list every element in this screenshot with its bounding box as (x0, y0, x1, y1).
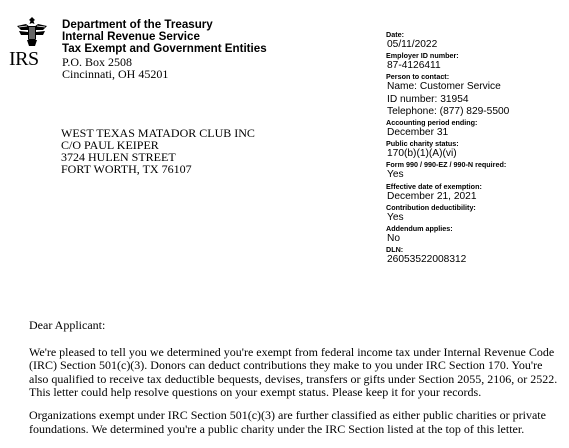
info-charity-status (386, 139, 509, 160)
recipient-line: WEST TEXAS MATADOR CLUB INC (61, 126, 255, 140)
info-contact (386, 72, 509, 118)
info-accounting-period (386, 118, 509, 139)
info-value: No (387, 233, 401, 245)
info-label: Accounting period ending: (386, 118, 478, 128)
info-label: Effective date of exemption: (386, 181, 482, 191)
agency-line: Department of the Treasury (62, 18, 213, 31)
letter-paragraph: Organizations exempt under IRC Section 501(c)(3) are further classified as either public charities or private foundations. We determined you're a public charity under the IRC Section listed at the top of this letter. (29, 407, 546, 436)
info-label: Contribution deductibility: (386, 202, 476, 212)
agency-address (62, 56, 168, 80)
agency-line: Internal Revenue Service (62, 30, 200, 43)
info-value: Name: Customer Service (387, 81, 501, 93)
info-label: Form 990 / 990-EZ / 990-N required: (386, 160, 507, 170)
info-value: Yes (387, 169, 404, 181)
info-value: 05/11/2022 (387, 39, 438, 50)
address-line: P.O. Box 2508 (62, 55, 133, 69)
info-effective-date (386, 182, 509, 203)
info-label: Addendum applies: (386, 224, 453, 234)
info-value: Yes (387, 211, 404, 223)
recipient-line: C/O PAUL KEIPER (61, 138, 159, 152)
agency-name (62, 19, 267, 55)
recipient-line: 3724 HULEN STREET (61, 150, 176, 164)
info-label: Date: (386, 30, 404, 39)
info-label: Person to contact: (386, 72, 450, 82)
info-label: Employer ID number: (386, 51, 459, 61)
info-label: Public charity status: (386, 139, 459, 149)
recipient-address (61, 127, 255, 175)
salutation: Dear Applicant: (29, 318, 106, 332)
info-value: 26053522008312 (387, 254, 467, 266)
info-value: 170(b)(1)(A)(vi) (387, 148, 457, 160)
info-form-required (386, 160, 509, 181)
info-value: December 31 (387, 127, 449, 139)
info-deductibility (386, 203, 509, 224)
address-line: Cincinnati, OH 45201 (62, 67, 169, 81)
letter-body (29, 319, 559, 445)
info-value: ID number: 31954 (387, 93, 469, 105)
info-dln (386, 245, 509, 266)
letter-paragraph: We're pleased to tell you we determined you're exempt from federal income tax under Internal Revenue Code (IRC) Section 501(c)(3). Donors can deduct contributions they make to you under IRC Section 170. You're also qualified to receive tax deductible bequests, devises, transfers or gifts under Section 2055, 2106, or 2522. This letter could help resolve questions on your exempt status. Please keep it for your records. (29, 344, 558, 400)
info-value: Telephone: (877) 829-5500 (387, 105, 510, 117)
eagle-seal-icon (15, 16, 49, 48)
irs-logo-text: IRS (9, 48, 39, 70)
recipient-line: FORT WORTH, TX 76107 (61, 162, 192, 176)
letter-info-panel (386, 30, 509, 266)
info-addendum (386, 224, 509, 245)
info-employer-id (386, 51, 509, 72)
info-value: December 21, 2021 (387, 190, 477, 202)
info-value: 87-4126411 (387, 60, 441, 72)
irs-logo (9, 16, 53, 68)
info-date (386, 30, 509, 51)
info-label: DLN: (386, 245, 404, 255)
agency-line: Tax Exempt and Government Entities (62, 42, 267, 55)
